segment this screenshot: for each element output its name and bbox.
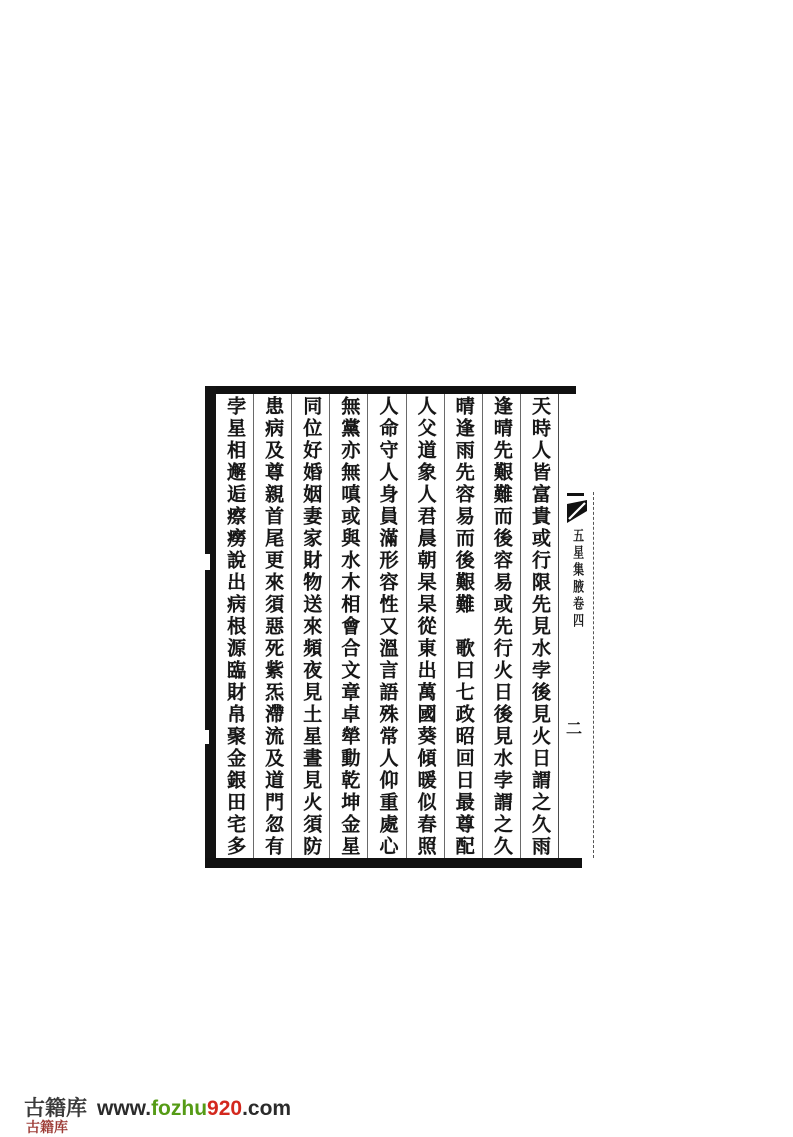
text-column-9 <box>216 394 253 858</box>
volume-title <box>566 528 588 630</box>
column-text: 晴逢雨先容易而後艱難 歌曰七政昭回日最尊配 <box>452 396 474 858</box>
column-text: 同位好婚姻妻家財物送來頻夜見土星晝見火須防 <box>300 396 322 858</box>
watermark-clipped-line: 古籍库 <box>26 1119 68 1135</box>
border-notch <box>205 730 209 744</box>
page-border-bottom <box>205 858 582 868</box>
page-border-left <box>205 386 216 868</box>
text-column-2 <box>482 394 520 858</box>
text-column-4 <box>406 394 444 858</box>
text-column-1 <box>520 394 558 858</box>
page-border-top <box>205 386 576 394</box>
column-text: 天時人皆富貴或行限先見水孛後見火日謂之久雨 <box>528 396 550 858</box>
text-column-6 <box>329 394 367 858</box>
column-text: 人命守人身員滿形容性又溫言語殊常人仰重處心 <box>376 396 398 858</box>
watermark-url-www: www. <box>97 1097 152 1120</box>
text-column-5 <box>367 394 405 858</box>
fishtail-icon <box>567 500 587 524</box>
main-text-area <box>216 394 559 858</box>
text-column-7 <box>291 394 329 858</box>
text-column-3 <box>444 394 482 858</box>
watermark-url-number: 920 <box>207 1097 243 1120</box>
volume-title-text: 五星集腋卷四 <box>571 528 584 630</box>
folding-strip <box>559 394 590 858</box>
column-text: 人父道象人君晨朝杲杲從東出萬國葵傾暖似春照 <box>414 396 436 858</box>
column-text: 逢晴先艱難而後容易或先行火日後見水孛謂之久 <box>490 396 512 858</box>
scanned-book-page <box>205 386 590 868</box>
column-text: 患病及尊親首尾更來須惡死紫炁滯流及道門忽有 <box>262 396 284 858</box>
text-column-8 <box>253 394 291 858</box>
page-number: 二 <box>565 721 582 738</box>
border-notch <box>205 554 210 570</box>
watermark-site-name: 古籍库 <box>24 1097 87 1120</box>
fold-tick-line <box>567 493 584 496</box>
column-text: 孛星相邂逅瘵癆說出病根源臨財帛聚金銀田宅多 <box>224 396 246 858</box>
fold-edge-line <box>593 492 594 858</box>
column-text: 無黨亦無嗔或與水木相會合文章卓犖動乾坤金星 <box>338 396 360 858</box>
watermark-url-domain: fozhu <box>151 1097 208 1120</box>
watermark-url-tld: .com <box>242 1097 292 1120</box>
